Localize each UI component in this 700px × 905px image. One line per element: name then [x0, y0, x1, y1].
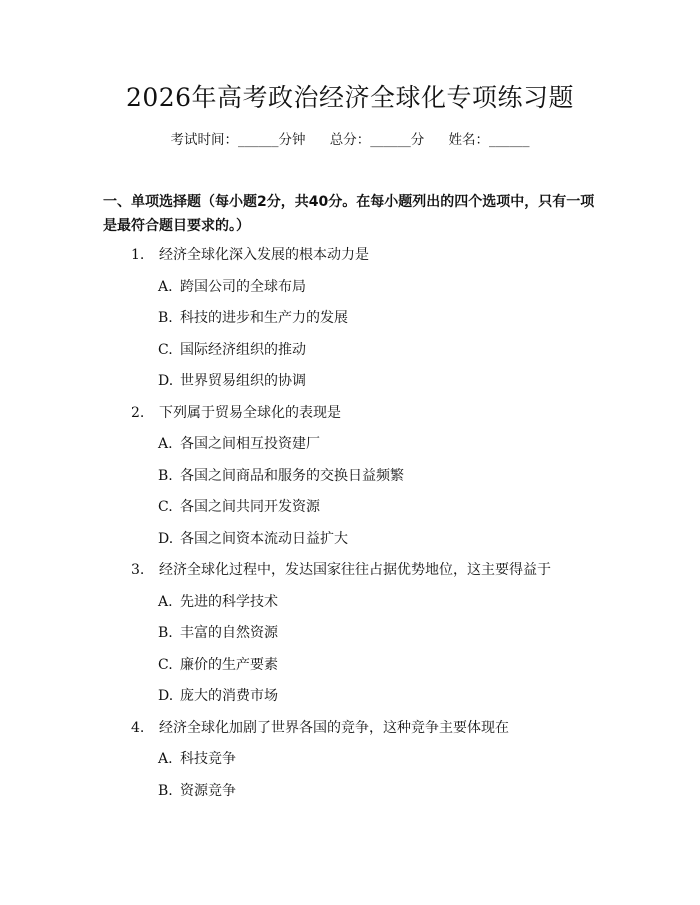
answer-option [0, 303, 700, 335]
option-text: 庞大的消费市场 [180, 688, 278, 704]
option-letter: A. [158, 278, 173, 295]
question-text: 经济全球化过程中，发达国家往往占据优势地位，这主要得益于 [159, 562, 551, 578]
option-text: 科技的进步和生产力的发展 [180, 310, 348, 326]
answer-option [0, 272, 700, 304]
answer-option [0, 681, 700, 713]
option-letter: B. [158, 625, 173, 641]
answer-option [0, 366, 700, 398]
option-letter: C. [158, 341, 173, 358]
option-letter: B. [158, 782, 173, 799]
option-text: 国际经济组织的推动 [180, 341, 306, 358]
question-number: 2. [131, 404, 145, 421]
answer-option [0, 429, 700, 461]
option-letter: D. [158, 373, 174, 389]
answer-option [0, 776, 700, 808]
answer-option [0, 744, 700, 776]
option-letter: D. [158, 688, 174, 704]
exam-meta [0, 130, 700, 150]
option-text: 跨国公司的全球布局 [180, 278, 306, 295]
question-item [0, 398, 700, 430]
question-text: 经济全球化加剧了世界各国的竞争，这种竞争主要体现在 [159, 719, 509, 736]
answer-option [0, 492, 700, 524]
option-letter: C. [158, 499, 173, 515]
option-letter: B. [158, 310, 173, 326]
option-text: 世界贸易组织的协调 [180, 373, 306, 389]
option-letter: B. [158, 467, 173, 484]
option-text: 各国之间相互投资建厂 [180, 436, 320, 452]
question-item [0, 240, 700, 272]
option-text: 各国之间资本流动日益扩大 [180, 530, 348, 547]
student-name-field: 姓名：______ [448, 132, 530, 148]
answer-option [0, 587, 700, 619]
question-number: 4. [131, 719, 145, 736]
question-list [0, 240, 700, 807]
answer-option [0, 524, 700, 556]
option-letter: A. [158, 593, 173, 610]
answer-option [0, 335, 700, 367]
question-number: 3. [131, 562, 145, 578]
option-letter: A. [158, 436, 173, 452]
question-text: 下列属于贸易全球化的表现是 [159, 404, 341, 421]
option-text: 各国之间商品和服务的交换日益频繁 [180, 467, 404, 484]
option-letter: A. [158, 751, 173, 767]
page-title: 2026年高考政治经济全球化专项练习题 [125, 83, 575, 112]
total-score-field: 总分：______分 [329, 132, 425, 148]
option-letter: C. [158, 656, 173, 673]
exam-time-field: 考试时间：______分钟 [170, 132, 306, 148]
option-text: 丰富的自然资源 [180, 625, 278, 641]
answer-option [0, 461, 700, 493]
answer-option [0, 650, 700, 682]
question-text: 经济全球化深入发展的根本动力是 [159, 247, 369, 263]
question-item [0, 555, 700, 587]
section-heading: 一、单项选择题（每小题2分，共40分。在每小题列出的四个选项中，只有一项是最符合题目要求的。） [103, 194, 595, 234]
option-text: 廉价的生产要素 [180, 656, 278, 673]
question-number: 1. [131, 247, 145, 263]
question-item [0, 713, 700, 745]
option-text: 各国之间共同开发资源 [180, 499, 320, 515]
option-letter: D. [158, 530, 174, 547]
option-text: 先进的科学技术 [180, 593, 278, 610]
option-text: 资源竞争 [180, 782, 236, 799]
option-text: 科技竞争 [180, 751, 236, 767]
answer-option [0, 618, 700, 650]
